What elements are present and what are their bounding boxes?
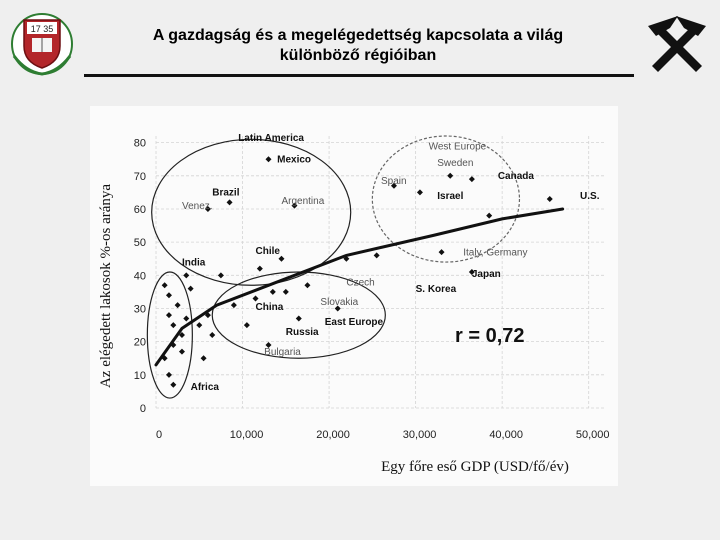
data-point [266,156,272,162]
data-point [231,302,237,308]
x-tick-label: 30,000 [402,429,437,441]
region-label: S. Korea [415,283,457,295]
university-crest-icon [6,6,78,78]
data-point [447,173,453,179]
y-axis-ticks [134,138,146,415]
region-label: Chile [255,245,280,257]
region-label: China [255,302,284,314]
data-point [469,176,475,182]
region-label: Argentina [281,196,325,207]
region-label: Russia [285,327,319,339]
y-tick-label: 60 [133,203,146,216]
y-tick-label: 30 [133,303,146,316]
y-tick-label: 40 [133,270,146,283]
data-point [244,322,250,328]
data-point [175,302,181,308]
region-label: India [181,257,206,269]
y-axis-label: Az elégedett lakosok %-os aránya [98,183,114,389]
data-point [183,315,189,321]
region-label: U.S. [580,191,600,203]
region-labels [182,133,600,393]
data-point [304,282,310,288]
data-point [201,355,207,361]
mining-hammers-logo [644,12,710,78]
crest-year: 17 35 [30,24,54,34]
slide-title-line-2: különböző régióiban [279,47,437,64]
data-point [253,296,259,302]
region-label: Venez. [181,200,213,212]
region-label: Brazil [212,187,240,199]
data-point [183,272,189,278]
region-label: Czech [346,277,375,289]
africa-ellipse [147,272,192,398]
data-point [439,249,445,255]
university-crest-logo [6,6,78,78]
slide-title-line-1: A gazdagság és a megelégedettség kapcsolata a világ [152,27,564,44]
data-point [209,332,215,338]
region-label: Bulgaria [264,346,301,358]
y-tick-label: 0 [139,403,146,415]
x-axis-ticks [156,429,610,441]
x-tick-label: 40,000 [489,429,523,441]
y-tick-label: 50 [133,237,146,250]
data-point [179,349,185,355]
region-label: Italy, Germany [463,247,528,259]
data-point [257,266,263,272]
data-point [170,382,176,388]
chart-area [90,106,618,486]
y-tick-label: 80 [133,137,146,150]
data-point [170,322,176,328]
region-label: Sweden [437,157,474,169]
data-point [270,289,276,295]
x-axis-label: Egy főre eső GDP (USD/fő/év) [381,459,569,475]
x-tick-label: 20,000 [316,429,350,441]
data-point [166,292,172,298]
region-label: West Europe [428,141,487,153]
data-point [486,213,492,219]
crossed-hammers-icon [644,12,710,78]
data-point [296,315,302,321]
data-point [162,282,168,288]
data-point [188,286,194,292]
y-tick-label: 70 [133,170,146,183]
title-divider [84,74,634,77]
scatter-chart [90,106,618,486]
region-label: Spain [381,176,407,188]
region-label: Japan [471,268,501,280]
region-label: Africa [190,381,219,393]
data-point [283,289,289,295]
data-point [227,199,233,205]
data-point [417,189,423,195]
y-tick-label: 10 [133,369,146,382]
region-label: Latin America [238,132,304,144]
x-tick-label: 50,000 [575,429,610,441]
data-point [547,196,553,202]
region-label: Canada [497,171,534,183]
y-tick-label: 20 [133,336,146,349]
x-tick-label: 10,000 [229,429,264,441]
region-label: East Europe [324,317,384,329]
correlation-label: r = 0,72 [455,325,525,347]
slide-title [100,26,616,66]
data-point [166,312,172,318]
data-point [166,372,172,378]
data-point [196,322,202,328]
x-tick-label: 0 [156,429,163,441]
region-label: Mexico [277,154,312,166]
data-point [374,252,380,258]
region-label: Israel [437,191,464,203]
data-point [218,272,224,278]
region-label: Slovakia [320,297,359,309]
